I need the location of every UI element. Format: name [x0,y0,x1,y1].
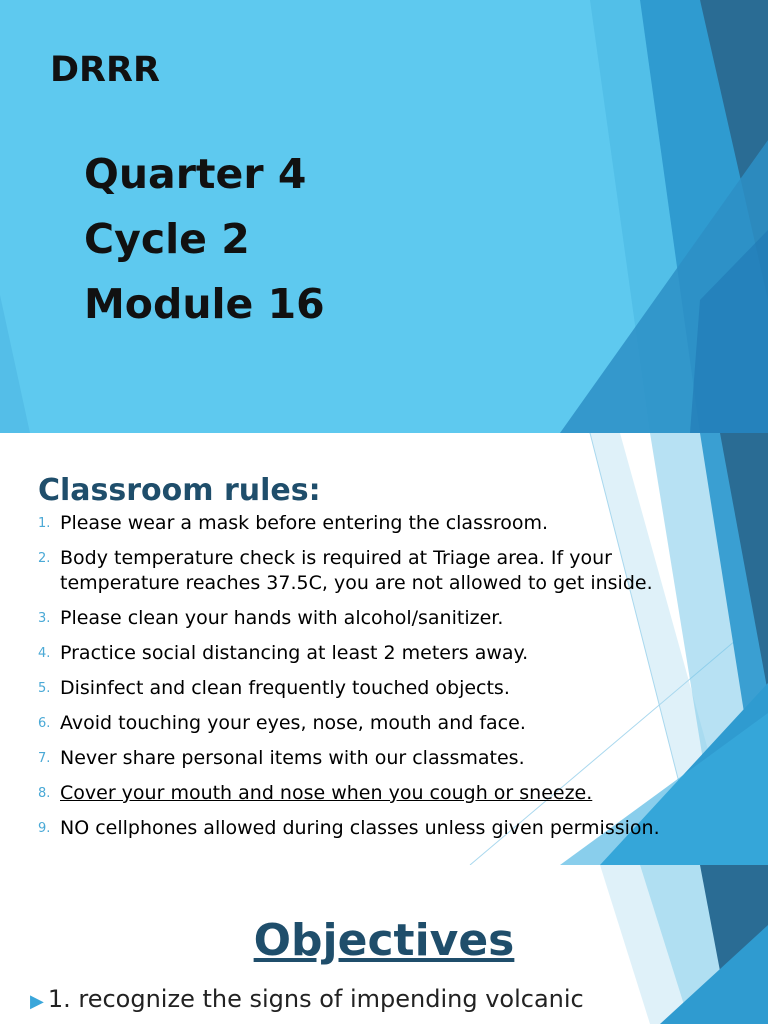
slide-objectives [0,865,768,1024]
list-item [38,546,660,596]
list-item [38,816,660,841]
list-number: 2. [38,551,51,566]
rule-text: Body temperature check is required at Triage area. If your [60,547,612,569]
list-number: 3. [38,611,51,626]
list-item [38,746,660,771]
rule-text: Never share personal items with our classmates. [60,747,525,769]
rule-text: Practice social distancing at least 2 meters away. [60,642,529,664]
list-item [38,511,660,536]
module-line: Module 16 [84,280,325,328]
rules-list [38,511,660,841]
list-item [38,606,660,631]
subject-title: DRRR [50,50,160,90]
list-number: 5. [38,681,51,696]
list-number: 1. [38,516,51,531]
rule-text: Avoid touching your eyes, nose, mouth and face. [60,712,526,734]
objective-text: 1. recognize the signs of impending volcanic [47,985,584,1013]
list-number: 4. [38,646,51,661]
list-number: 8. [38,786,51,801]
list-item [38,676,660,701]
list-item [38,781,660,806]
objective-item [30,985,584,1013]
list-number: 7. [38,751,51,766]
objectives-title: Objectives [253,915,515,966]
rules-heading: Classroom rules: [38,473,321,508]
list-number: 6. [38,716,51,731]
list-number: 9. [38,821,51,836]
rule-text: Disinfect and clean frequently touched objects. [60,677,510,699]
list-item [38,711,660,736]
rule-text: Please clean your hands with alcohol/sanitizer. [60,607,504,629]
cycle-line: Cycle 2 [84,215,250,263]
triangle-bullet-icon: ▶ [30,991,44,1012]
rule-text: NO cellphones allowed during classes unless given permission. [60,817,660,839]
slide-title [0,0,768,433]
rule-text: Please wear a mask before entering the classroom. [60,512,549,534]
list-item [38,641,660,666]
quarter-line: Quarter 4 [84,150,307,198]
rule-text: Cover your mouth and nose when you cough or sneeze. [60,782,593,804]
slide-classroom-rules [0,433,768,865]
rule-text-continued: temperature reaches 37.5C, you are not allowed to get inside. [60,572,653,594]
